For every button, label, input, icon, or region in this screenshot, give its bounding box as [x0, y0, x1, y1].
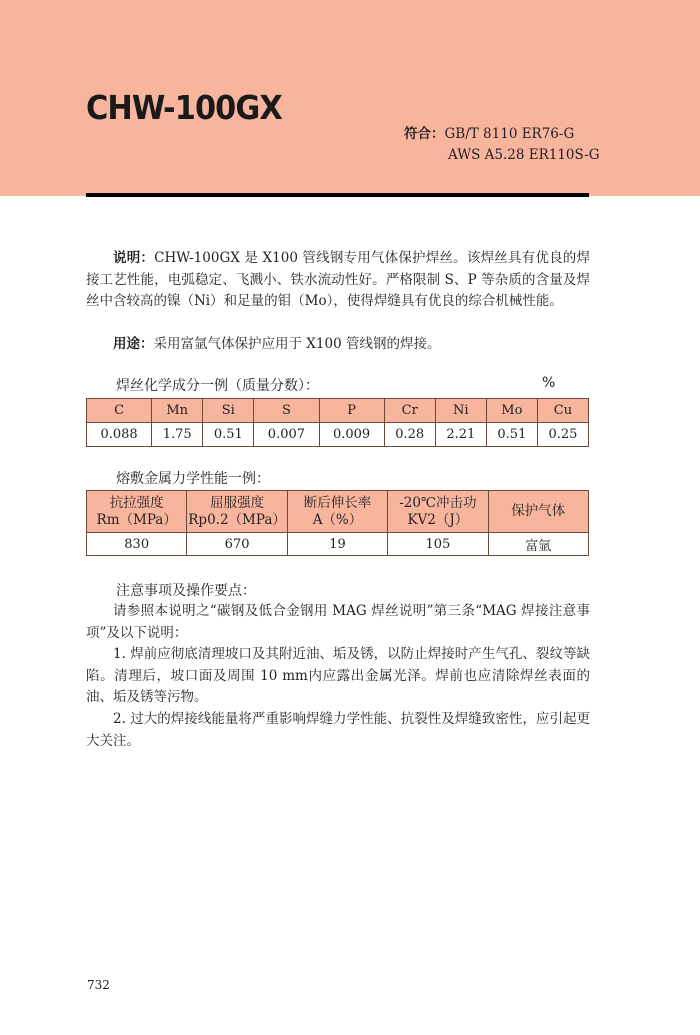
chem-value-cell: 0.51 — [203, 423, 254, 447]
standard-gb: GB/T 8110 ER76-G — [444, 126, 575, 142]
chem-header-cell: Mo — [486, 399, 537, 423]
chem-header-cell: S — [254, 399, 319, 423]
description-paragraph — [86, 248, 590, 313]
mech-value-cell: 830 — [87, 533, 187, 556]
chemical-title: 焊丝化学成分一例（质量分数）： — [116, 378, 319, 394]
standard-label: 符合： — [404, 126, 445, 142]
chemical-table — [86, 398, 589, 447]
chem-header-cell: Si — [203, 399, 254, 423]
mech-value-cell: 105 — [388, 533, 488, 556]
mech-value-cell: 19 — [287, 533, 387, 556]
mech-header-cell: 保护气体 — [488, 491, 588, 533]
description-label: 说明： — [113, 250, 155, 266]
page-title: CHW-100GX — [86, 88, 282, 127]
chem-value-cell: 2.21 — [435, 423, 486, 447]
notes-item-2: 2. 过大的焊接线能量将严重影响焊缝力学性能、抗裂性及焊缝致密性，应引起更大关注。 — [86, 711, 590, 749]
notes-title: 注意事项及操作要点： — [116, 583, 256, 599]
chem-value-cell: 0.25 — [537, 423, 588, 447]
header-rule — [86, 193, 589, 197]
chemical-header-row — [87, 399, 589, 423]
chem-value-cell: 0.007 — [254, 423, 319, 447]
chem-value-cell: 0.28 — [384, 423, 435, 447]
chem-header-cell: Cr — [384, 399, 435, 423]
mech-header-cell: 断后伸长率 A（%） — [287, 491, 387, 533]
notes-intro: 请参照本说明之“碳钢及低合金钢用 MAG 焊丝说明”第三条“MAG 焊接注意事项”及以下说明： — [86, 603, 590, 641]
mechanical-title: 熔敷金属力学性能一例： — [116, 471, 270, 487]
mech-header-cell: 抗拉强度 Rm（MPa） — [87, 491, 187, 533]
usage-paragraph — [86, 334, 590, 356]
chem-value-cell: 0.088 — [87, 423, 152, 447]
mech-value-cell: 670 — [187, 533, 287, 556]
chem-value-cell: 0.51 — [486, 423, 537, 447]
standard-aws: AWS A5.28 ER110S-G — [448, 147, 600, 163]
chem-header-cell: Cu — [537, 399, 588, 423]
mech-header-cell: 屈服强度 Rp0.2（MPa） — [187, 491, 287, 533]
usage-text: 采用富氩气体保护应用于 X100 管线钢的焊接。 — [153, 336, 441, 352]
mech-header-cell: -20℃冲击功 KV2（J） — [388, 491, 488, 533]
chem-header-cell: Ni — [435, 399, 486, 423]
chemical-unit: % — [542, 375, 556, 391]
description-text: CHW-100GX 是 X100 管线钢专用气体保护焊丝。该焊丝具有优良的焊接工艺性能，电弧稳定、飞溅小、铁水流动性好。严格限制 S、P 等杂质的含量及焊丝中含较高的镍（Ni）和足量的钼（Mo），使得焊缝具有优良的综合机械性能。 — [86, 250, 590, 309]
page-number: 732 — [87, 978, 110, 992]
chem-header-cell: P — [319, 399, 384, 423]
chem-header-cell: C — [87, 399, 152, 423]
chemical-value-row — [87, 423, 589, 447]
chem-value-cell: 1.75 — [152, 423, 203, 447]
usage-label: 用途： — [113, 336, 154, 352]
standard-line-1 — [404, 124, 600, 145]
mechanical-value-row — [87, 533, 589, 556]
chem-value-cell: 0.009 — [319, 423, 384, 447]
chem-header-cell: Mn — [152, 399, 203, 423]
mechanical-table — [86, 490, 589, 556]
mechanical-header-row — [87, 491, 589, 533]
standard-block — [404, 124, 600, 166]
mech-value-cell: 富氩 — [488, 533, 588, 556]
notes-item-1: 1. 焊前应彻底清理坡口及其附近油、垢及锈，以防止焊接时产生气孔、裂纹等缺陷。清理后，坡口面及周围 10 mm内应露出金属光泽。焊前也应清除焊丝表面的油、垢及锈等污物。 — [86, 646, 590, 705]
